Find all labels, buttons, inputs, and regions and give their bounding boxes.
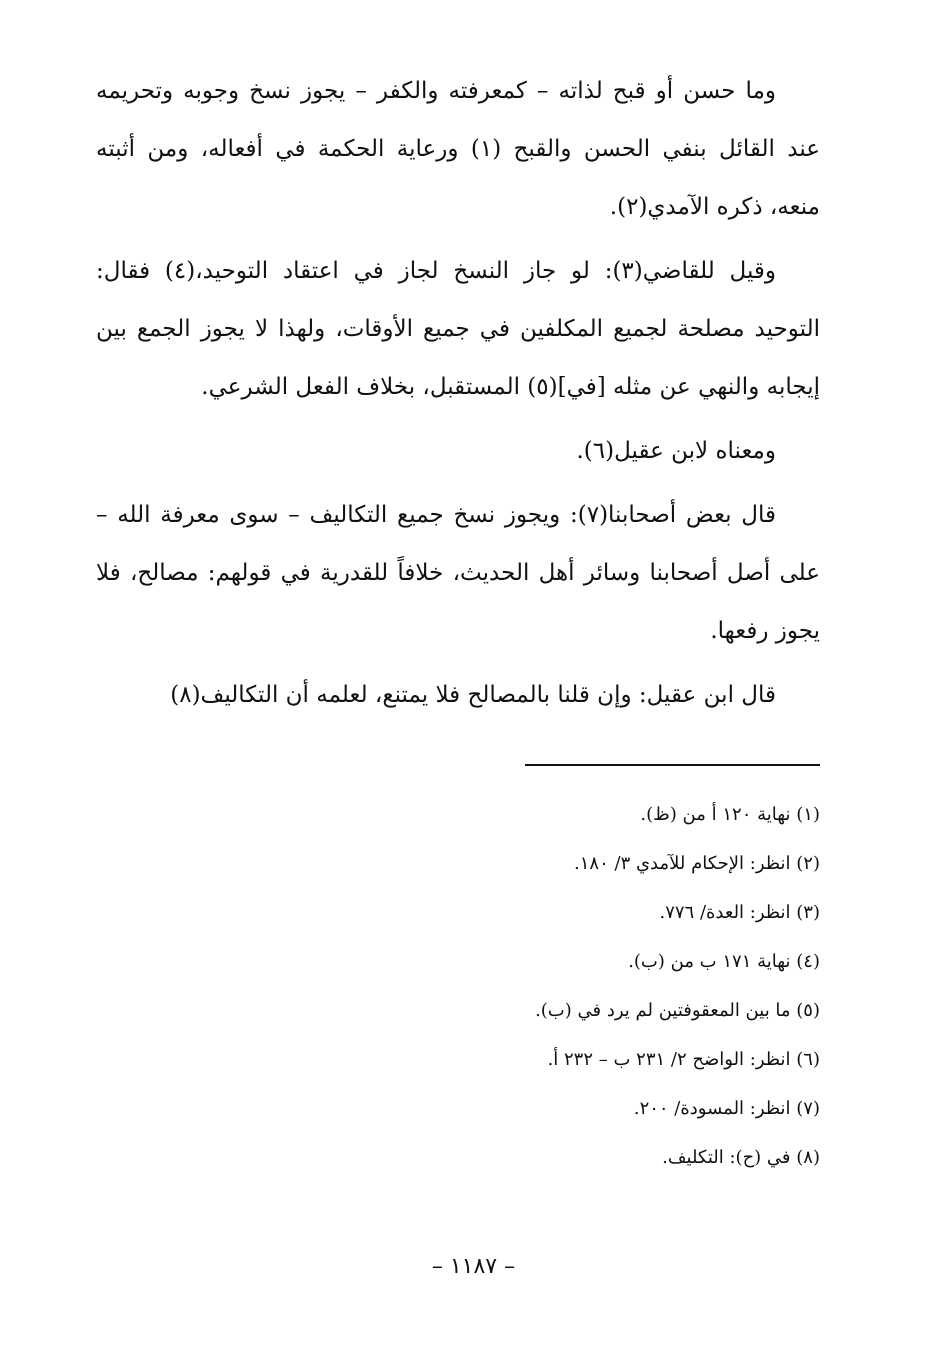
footnote-1: (١) نهاية ١٢٠ أ من (ظ).	[640, 804, 820, 825]
footnote-5: (٥) ما بين المعقوفتين لم يرد في (ب).	[535, 1000, 820, 1021]
paragraph-2: وقيل للقاضي(٣): لو جاز النسخ لجاز في اعتقاد التوحيد،(٤) فقال: التوحيد مصلحة لجميع المكلفين في جميع الأوقات، ولهذا لا يجوز الجمع بين إيجابه والنهي عن مثله [في](٥) المستقبل، بخلاف الفعل الشرعي.	[96, 258, 820, 400]
paragraph-5: قال ابن عقيل: وإن قلنا بالمصالح فلا يمتنع، لعلمه أن التكاليف(٨)	[170, 682, 776, 708]
paragraph-4: قال بعض أصحابنا(٧): ويجوز نسخ جميع التكاليف – سوى معرفة الله – على أصل أصحابنا وسائر أهل الحديث، خلافاً للقدرية في قولهم: مصالح، فلا يجوز رفعها.	[96, 502, 820, 644]
page-number: – ١١٨٧ –	[431, 1254, 516, 1279]
footnote-7: (٧) انظر: المسودة/ ٢٠٠.	[633, 1098, 820, 1119]
footnote-3: (٣) انظر: العدة/ ٧٧٦.	[659, 902, 820, 923]
paragraph-3: ومعناه لابن عقيل(٦).	[576, 438, 776, 464]
footnote-2: (٢) انظر: الإحكام للآمدي ٣/ ١٨٠.	[574, 853, 820, 874]
main-text	[96, 62, 820, 724]
footnote-8: (٨) في (ح): التكليف.	[662, 1147, 820, 1168]
footnote-6: (٦) انظر: الواضح ٢/ ٢٣١ ب – ٢٣٢ أ.	[547, 1049, 820, 1070]
footnote-separator	[525, 764, 820, 766]
footnotes	[300, 790, 820, 1182]
footnote-4: (٤) نهاية ١٧١ ب من (ب).	[628, 951, 820, 972]
paragraph-1: وما حسن أو قبح لذاته – كمعرفته والكفر – يجوز نسخ وجوبه وتحريمه عند القائل بنفي الحسن والقبح (١) ورعاية الحكمة في أفعاله، ومن أثبته منعه، ذكره الآمدي(٢).	[96, 78, 820, 220]
